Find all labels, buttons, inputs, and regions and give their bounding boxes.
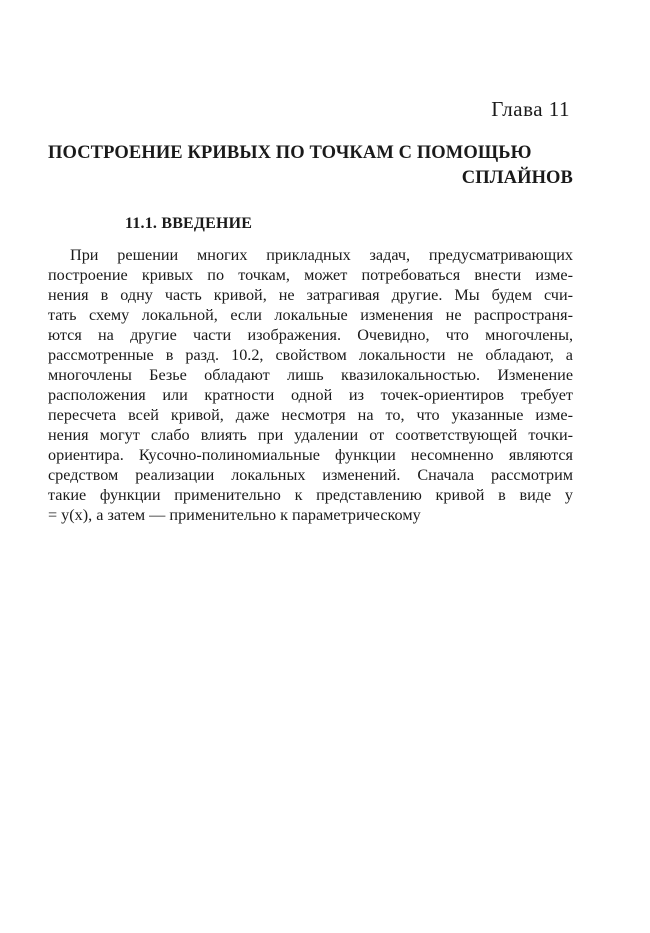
paragraph-line: построение кривых по точкам, может потребоваться внести изме-: [48, 266, 573, 284]
paragraph-line: рассмотренные в разд. 10.2, свойством локальности не обладают, а: [48, 346, 573, 364]
paragraph-line: пересчета всей кривой, даже несмотря на то, что указанные изме-: [48, 406, 573, 424]
paragraph-line: нения могут слабо влиять при удалении от соответствующей точки-: [48, 426, 573, 444]
paragraph-line: При решении многих прикладных задач, предусматривающих: [70, 246, 573, 264]
paragraph-line: многочлены Безье обладают лишь квазилокальностью. Изменение: [48, 366, 573, 384]
paragraph-line: такие функции применительно к представлению кривой в виде y: [48, 486, 573, 504]
chapter-title-line-2: СПЛАЙНОВ: [461, 168, 573, 188]
paragraph-line: тать схему локальной, если локальные изменения не распространя-: [48, 306, 573, 324]
paragraph-line: = y(x), а затем — применительно к параметрическому: [48, 506, 421, 524]
chapter-heading: Глава 11: [491, 97, 570, 121]
body-paragraph: [48, 245, 573, 525]
section-heading: 11.1. ВВЕДЕНИЕ: [125, 215, 253, 232]
paragraph-line: ориентира. Кусочно-полиномиальные функции несомненно являются: [48, 446, 573, 464]
paragraph-line: ются на другие части изображения. Очевидно, что многочлены,: [48, 326, 573, 344]
paragraph-line: расположения или кратности одной из точек-ориентиров требует: [48, 386, 573, 404]
paragraph-line: нения в одну часть кривой, не затрагивая другие. Мы будем счи-: [48, 286, 573, 304]
chapter-title: [48, 141, 573, 191]
chapter-title-line-1: ПОСТРОЕНИЕ КРИВЫХ ПО ТОЧКАМ С ПОМОЩЬЮ: [48, 143, 532, 163]
paragraph-line: средством реализации локальных изменений. Сначала рассмотрим: [48, 466, 573, 484]
